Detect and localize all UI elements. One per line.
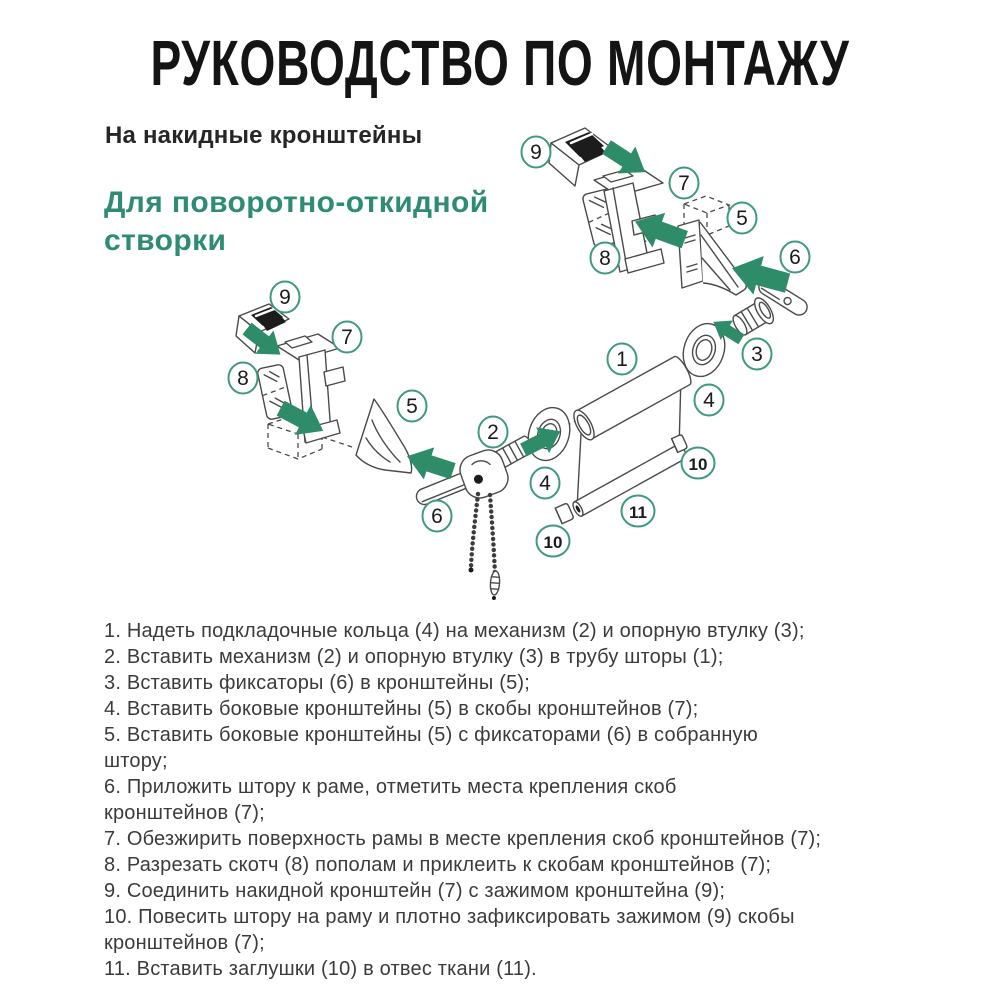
sash-type-line1: Для поворотно-откидной — [104, 186, 489, 219]
mount-type-heading: На накидные кронштейны — [105, 122, 423, 149]
part-callout-7 — [333, 322, 362, 353]
part-callout-6 — [781, 242, 810, 273]
page-title: РУКОВОДСТВО ПО МОНТАЖУ — [150, 27, 850, 99]
part-callout-3 — [743, 339, 772, 370]
part-callout-1 — [608, 344, 637, 375]
svg-text:8: 8 — [237, 367, 249, 390]
part-callout-5 — [728, 203, 757, 234]
instruction-line: 1. Надеть подкладочные кольца (4) на механизм (2) и опорную втулку (3); — [104, 620, 805, 642]
svg-text:4: 4 — [703, 389, 715, 412]
svg-text:5: 5 — [736, 207, 748, 230]
part-callout-4 — [531, 468, 560, 499]
instruction-line: 5. Вставить боковые кронштейны (5) с фиксаторами (6) в собранную — [104, 724, 758, 746]
part-callout-6 — [423, 501, 452, 532]
svg-text:7: 7 — [678, 172, 690, 195]
svg-text:7: 7 — [341, 326, 353, 349]
svg-text:10: 10 — [543, 533, 563, 552]
instruction-line: 3. Вставить фиксаторы (6) в кронштейны (5); — [104, 672, 531, 694]
svg-text:2: 2 — [487, 421, 499, 444]
chain-weight — [489, 571, 500, 601]
instruction-line: 11. Вставить заглушки (10) в отвес ткани (11). — [104, 958, 537, 980]
part-callout-7 — [670, 168, 699, 199]
svg-text:6: 6 — [431, 505, 443, 528]
svg-text:10: 10 — [688, 455, 708, 474]
instruction-list — [104, 618, 934, 982]
instruction-line: кронштейнов (7); — [104, 802, 265, 824]
part-callout-9 — [522, 137, 551, 168]
svg-text:3: 3 — [751, 343, 763, 366]
svg-text:9: 9 — [279, 286, 291, 309]
part-callout-10 — [537, 526, 570, 557]
svg-text:8: 8 — [599, 247, 611, 270]
svg-text:1: 1 — [616, 348, 628, 371]
part-callout-2 — [479, 417, 508, 448]
instruction-line: штору; — [104, 750, 168, 772]
svg-text:9: 9 — [530, 141, 542, 164]
part-callout-8 — [591, 243, 620, 274]
svg-text:11: 11 — [629, 503, 647, 522]
part-callout-10 — [682, 448, 715, 479]
instruction-line: 6. Приложить штору к раме, отметить места крепления скоб — [104, 776, 677, 798]
end-cap-left — [555, 503, 574, 524]
part-callout-11 — [622, 496, 655, 527]
instruction-line: кронштейнов (7); — [104, 932, 265, 954]
svg-text:4: 4 — [539, 472, 551, 495]
part-callout-9 — [271, 282, 300, 313]
instruction-line: 10. Повесить штору на раму и плотно зафиксировать зажимом (9) скобы — [104, 906, 795, 928]
svg-text:5: 5 — [406, 395, 418, 418]
part-callout-4 — [695, 385, 724, 416]
instruction-line: 2. Вставить механизм (2) и опорную втулку (3) в трубу шторы (1); — [104, 646, 724, 668]
part-callout-8 — [229, 363, 258, 394]
instruction-line: 8. Разрезать скотч (8) пополам и приклеить к скобам кронштейнов (7); — [104, 854, 772, 876]
instruction-line: 9. Соединить накидной кронштейн (7) с зажимом кронштейна (9); — [104, 880, 726, 902]
instruction-line: 7. Обезжирить поверхность рамы в месте крепления скоб кронштейнов (7); — [104, 828, 822, 850]
chain-mechanism — [456, 435, 536, 601]
svg-text:6: 6 — [789, 246, 801, 269]
part-callout-5 — [398, 391, 427, 422]
sash-type-line2: створки — [104, 224, 227, 257]
instruction-line: 4. Вставить боковые кронштейны (5) в скобы кронштейнов (7); — [104, 698, 699, 720]
assembly-diagram — [0, 115, 1000, 615]
